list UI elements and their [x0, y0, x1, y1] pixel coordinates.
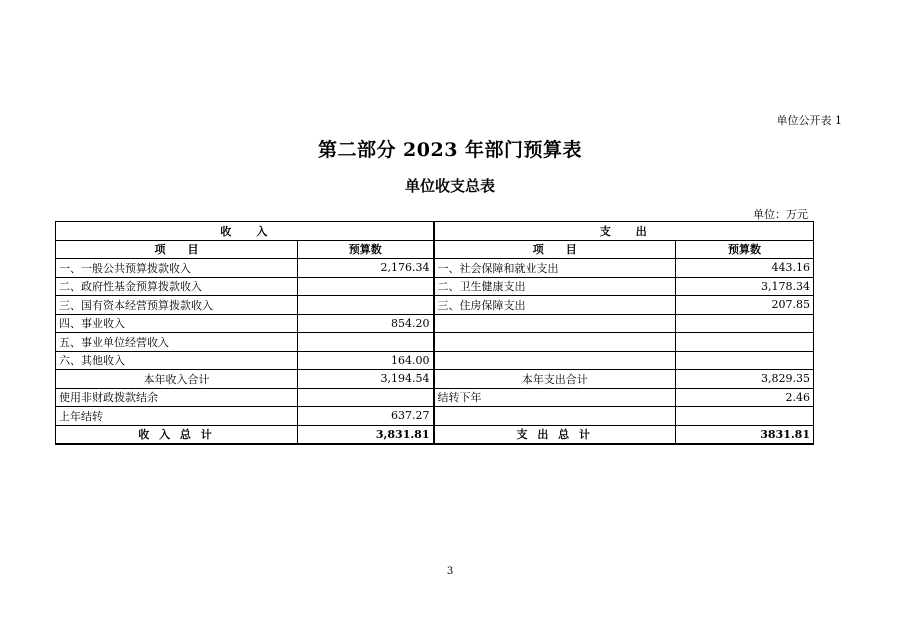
table-row	[56, 351, 814, 370]
income-total-value: 3,831.81	[298, 425, 434, 444]
expense-value-cell	[676, 407, 814, 426]
expense-total-value: 3831.81	[676, 425, 814, 444]
expense-item-cell	[434, 351, 676, 370]
unit-label: 单位：万元	[753, 208, 808, 221]
income-value-cell: 2,176.34	[298, 259, 434, 278]
income-item-cell: 本年收入合计	[56, 370, 298, 389]
table-row	[56, 259, 814, 278]
expense-item-cell	[434, 333, 676, 352]
section-header-row	[56, 222, 814, 241]
table-row	[56, 407, 814, 426]
income-item-cell: 三、国有资本经营预算拨款收入	[56, 296, 298, 315]
expense-item-cell: 一、社会保障和就业支出	[434, 259, 676, 278]
expense-value-cell: 3,829.35	[676, 370, 814, 389]
income-value-cell: 3,194.54	[298, 370, 434, 389]
table-row	[56, 296, 814, 315]
page-number: 3	[446, 566, 454, 577]
expense-item-cell: 二、卫生健康支出	[434, 277, 676, 296]
income-value-cell: 164.00	[298, 351, 434, 370]
income-section-header: 收 入	[56, 222, 434, 241]
income-value-cell	[298, 388, 434, 407]
expense-item-cell	[434, 407, 676, 426]
income-item-cell: 上年结转	[56, 407, 298, 426]
table-tag: 单位公开表 1	[776, 114, 842, 127]
income-item-cell: 六、其他收入	[56, 351, 298, 370]
expense-budget-header: 预算数	[676, 240, 814, 259]
table-row	[56, 333, 814, 352]
expense-section-header: 支 出	[434, 222, 814, 241]
expense-item-cell	[434, 314, 676, 333]
income-value-cell: 854.20	[298, 314, 434, 333]
budget-table	[55, 221, 814, 445]
expense-total-label: 支 出 总 计	[434, 425, 676, 444]
income-item-cell: 使用非财政拨款结余	[56, 388, 298, 407]
income-value-cell: 637.27	[298, 407, 434, 426]
expense-item-header: 项 目	[434, 240, 676, 259]
table-row	[56, 314, 814, 333]
expense-item-cell: 结转下年	[434, 388, 676, 407]
table-row	[56, 388, 814, 407]
expense-value-cell: 443.16	[676, 259, 814, 278]
income-item-header: 项 目	[56, 240, 298, 259]
total-row	[56, 425, 814, 444]
expense-value-cell	[676, 351, 814, 370]
income-value-cell	[298, 333, 434, 352]
expense-value-cell: 2.46	[676, 388, 814, 407]
income-value-cell	[298, 277, 434, 296]
expense-item-cell: 三、住房保障支出	[434, 296, 676, 315]
income-value-cell	[298, 296, 434, 315]
table-row	[56, 370, 814, 389]
expense-value-cell	[676, 333, 814, 352]
income-item-cell: 一、一般公共预算拨款收入	[56, 259, 298, 278]
column-header-row	[56, 240, 814, 259]
table-subtitle: 单位收支总表	[404, 177, 495, 195]
expense-value-cell	[676, 314, 814, 333]
expense-value-cell: 207.85	[676, 296, 814, 315]
page-title: 第二部分 2023 年部门预算表	[317, 139, 583, 161]
income-item-cell: 四、事业收入	[56, 314, 298, 333]
table-row	[56, 277, 814, 296]
income-item-cell: 五、事业单位经营收入	[56, 333, 298, 352]
income-item-cell: 二、政府性基金预算拨款收入	[56, 277, 298, 296]
expense-item-cell: 本年支出合计	[434, 370, 676, 389]
expense-value-cell: 3,178.34	[676, 277, 814, 296]
income-budget-header: 预算数	[298, 240, 434, 259]
income-total-label: 收 入 总 计	[56, 425, 298, 444]
